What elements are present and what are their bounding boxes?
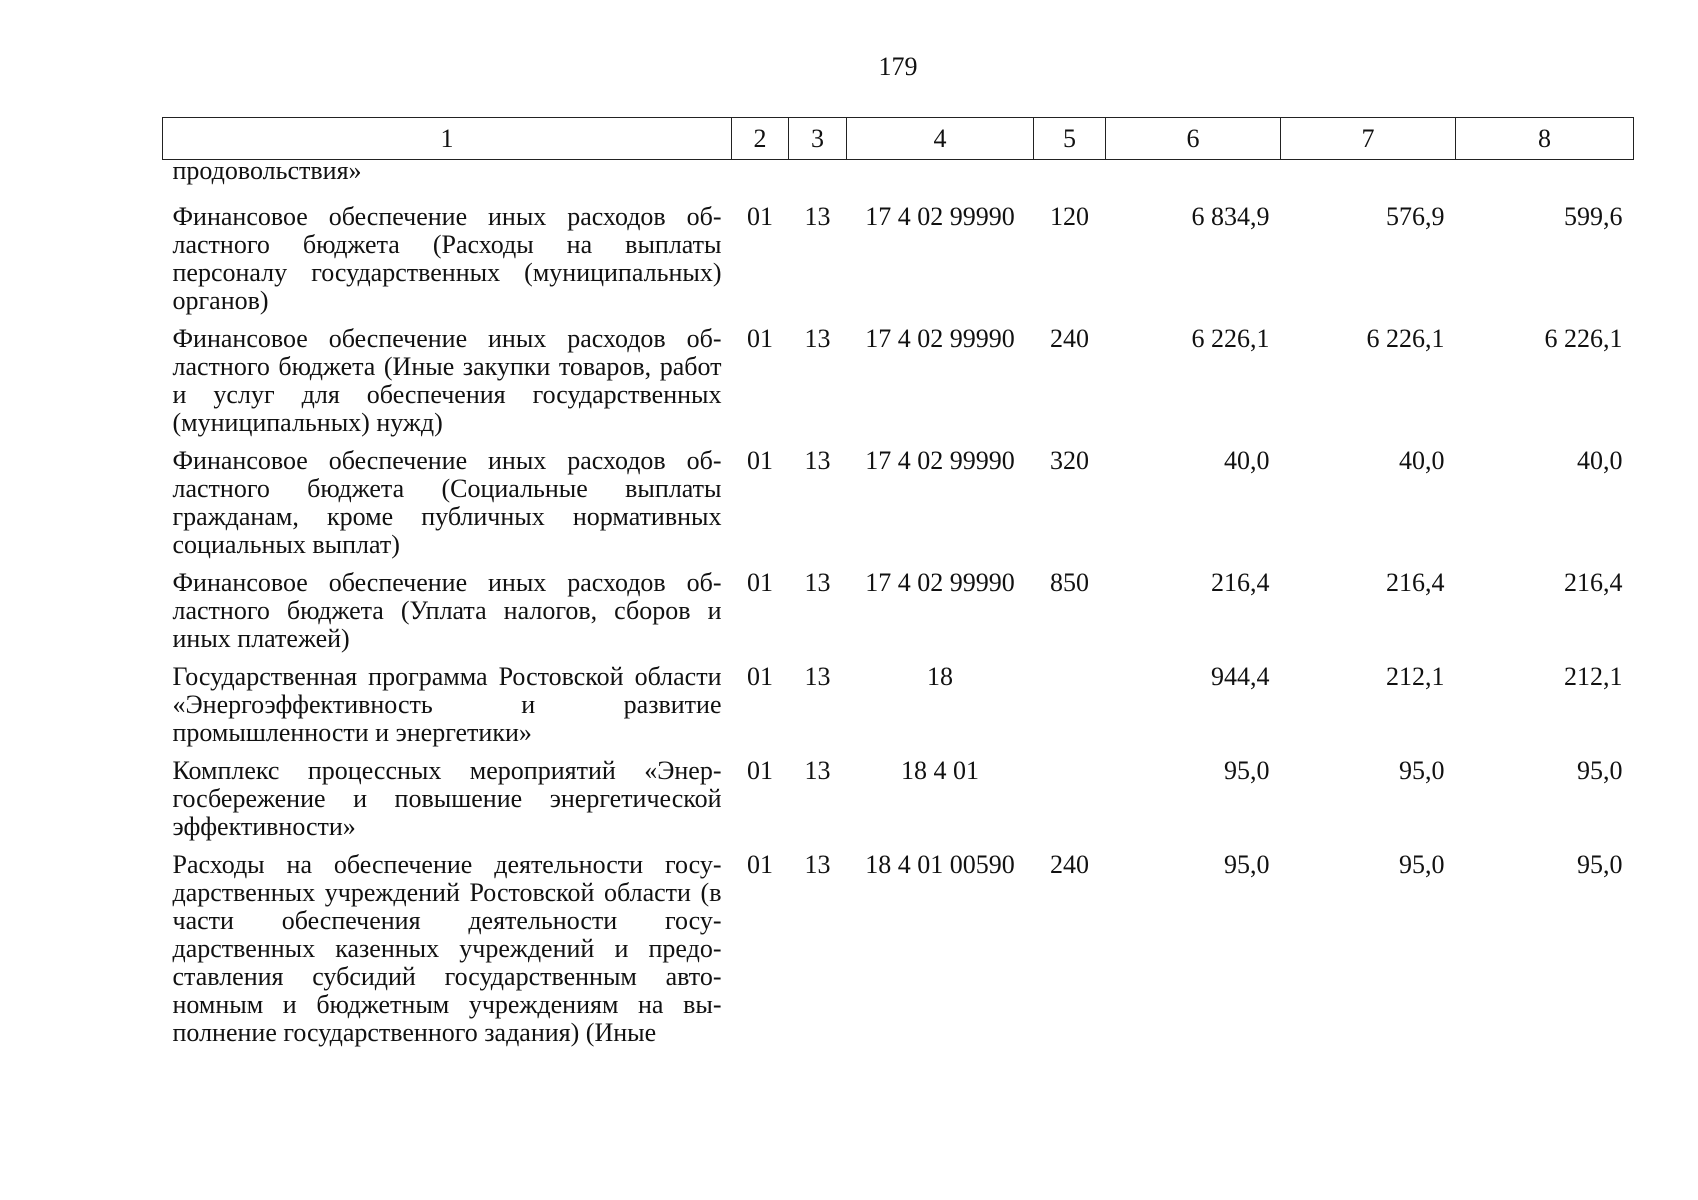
table-row [163,851,1634,1057]
row-description: Финансовое обеспечение иных расходов областного бюджета (Уплата налогов, сборов и иных платежей) [172,568,722,653]
cell-amount-6 [1106,160,1281,195]
row-description: Расходы на обеспечение деятельности государственных учреждений Ростовской области (в части обеспечения деятельности государственных казенных учреждений и предоставления субсидий государственным автономным и бюджетным учреждениям на выполнение государственного задания) (Иные [172,850,722,1047]
cell-amount-6: 95,0 [1224,756,1270,785]
cell-amount-6: 944,4 [1211,662,1270,691]
column-header-2: 2 [732,118,789,160]
row-description: Финансовое обеспечение иных расходов областного бюджета (Социальные выплаты гражданам, кроме публичных нормативных социальных выплат) [172,446,722,559]
cell-amount-6: 95,0 [1224,850,1270,879]
cell-section: 01 [747,324,773,353]
cell-target-code: 18 [927,662,953,691]
cell-target-code: 17 4 02 99990 [865,324,1015,353]
cell-amount-7: 212,1 [1386,662,1445,691]
cell-target-code: 17 4 02 99990 [865,202,1015,231]
cell-subsection: 13 [804,662,831,691]
page-number: 179 [878,52,918,81]
cell-target-code: 17 4 02 99990 [865,568,1015,597]
cell-amount-7: 95,0 [1399,756,1445,785]
cell-amount-6: 40,0 [1224,446,1270,475]
cell-expense-type [1034,663,1106,757]
row-description: Государственная программа Ростовской области «Энергоэффективность и развитие промышленности и энергетики» [172,662,722,747]
table-row [163,663,1634,757]
cell-expense-type: 240 [1050,324,1089,353]
column-header-3: 3 [789,118,847,160]
cell-section: 01 [747,850,773,879]
cell-amount-8: 95,0 [1577,756,1623,785]
column-header-6: 6 [1106,118,1281,160]
row-description: Комплекс процессных мероприятий «Энергосбережение и повышение энергетической эффективности» [172,756,722,841]
cell-amount-7 [1281,160,1456,195]
cell-amount-8 [1456,160,1634,195]
budget-table [162,117,1634,1057]
cell-amount-8: 599,6 [1564,202,1623,231]
cell-subsection: 13 [804,324,831,353]
cell-expense-type [1034,160,1106,195]
cell-section: 01 [747,202,773,231]
cell-section [732,160,789,195]
cell-expense-type: 240 [1050,850,1089,879]
cell-amount-7: 40,0 [1399,446,1445,475]
cell-subsection: 13 [804,568,831,597]
cell-amount-6: 216,4 [1211,568,1270,597]
cell-subsection: 13 [804,850,831,879]
cell-subsection: 13 [804,756,831,785]
cell-section: 01 [747,446,773,475]
table-row [163,569,1634,663]
row-description: Финансовое обеспечение иных расходов областного бюджета (Иные закупки товаров, работ и услуг для обеспечения государственных (муниципальных) нужд) [172,324,722,437]
cell-subsection: 13 [804,446,831,475]
cell-amount-7: 6 226,1 [1366,324,1445,353]
table-row [163,325,1634,447]
cell-target-code: 17 4 02 99990 [865,446,1015,475]
cell-target-code: 18 4 01 00590 [865,850,1015,879]
row-description: продовольствия» [172,156,362,185]
cell-expense-type [1034,757,1106,851]
cell-expense-type: 120 [1050,202,1089,231]
cell-subsection: 13 [804,202,831,231]
row-description: Финансовое обеспечение иных расходов областного бюджета (Расходы на выплаты персоналу государственных (муниципальных) органов) [172,202,722,315]
cell-amount-6: 6 226,1 [1191,324,1270,353]
table-row [163,447,1634,569]
column-header-7: 7 [1281,118,1456,160]
table-row [163,757,1634,851]
cell-section: 01 [747,756,773,785]
cell-amount-6: 6 834,9 [1191,202,1270,231]
cell-amount-7: 216,4 [1386,568,1445,597]
column-header-5: 5 [1034,118,1106,160]
cell-expense-type: 850 [1050,568,1089,597]
cell-expense-type: 320 [1050,446,1089,475]
cell-amount-8: 6 226,1 [1544,324,1623,353]
cell-amount-7: 95,0 [1399,850,1445,879]
cell-amount-7: 576,9 [1386,202,1445,231]
cell-subsection [789,160,847,195]
table-header-row [163,118,1634,160]
cell-amount-8: 216,4 [1564,568,1623,597]
cell-section: 01 [747,568,773,597]
column-header-8: 8 [1456,118,1634,160]
cell-target-code: 18 4 01 [901,756,979,785]
cell-amount-8: 95,0 [1577,850,1623,879]
cell-section: 01 [747,662,773,691]
cell-amount-8: 212,1 [1564,662,1623,691]
table-row [163,160,1634,195]
column-header-4: 4 [847,118,1034,160]
cell-target-code [847,160,1034,195]
table-row [163,194,1634,325]
column-header-1: 1 [163,118,732,160]
cell-amount-8: 40,0 [1577,446,1623,475]
